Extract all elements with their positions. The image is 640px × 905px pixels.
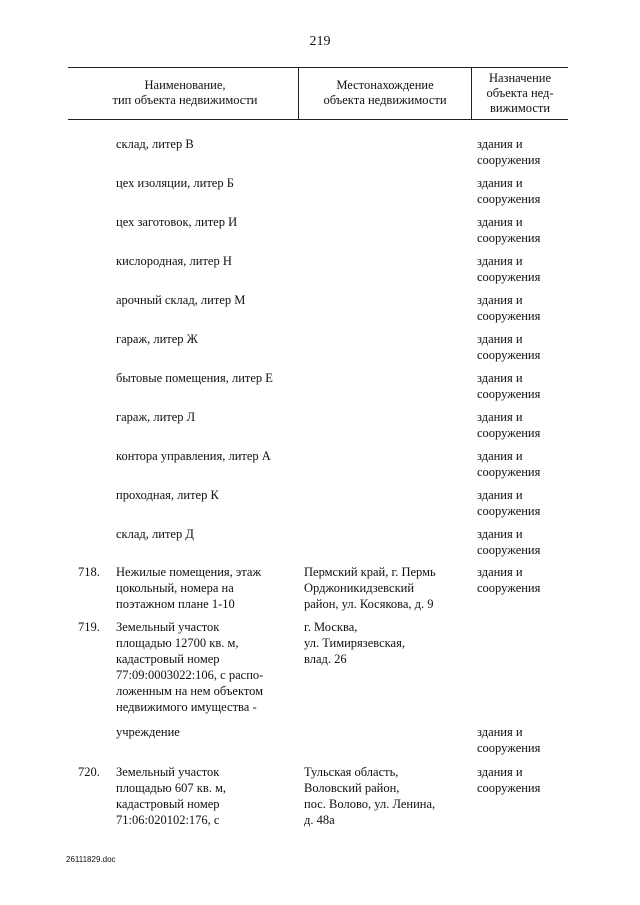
header-purpose: Назначение объекта нед- вижимости bbox=[486, 71, 554, 115]
row-location-line: район, ул. Косякова, д. 9 bbox=[304, 597, 434, 611]
row-name-line: недвижимого имущества - bbox=[116, 700, 257, 714]
row-name-line: поэтажном плане 1-10 bbox=[116, 597, 235, 611]
row-purpose-line: сооружения bbox=[477, 387, 541, 401]
row-name bbox=[116, 331, 296, 347]
row-purpose-line: сооружения bbox=[477, 504, 541, 518]
row-name-line: площадью 607 кв. м, bbox=[116, 781, 227, 795]
row-purpose-line: здания и bbox=[477, 254, 523, 268]
row-purpose-line: здания и bbox=[477, 488, 523, 502]
row-name bbox=[116, 175, 296, 191]
row-number-line: 720. bbox=[78, 765, 100, 779]
row-name-line: бытовые помещения, литер Е bbox=[116, 371, 273, 385]
row-purpose-line: сооружения bbox=[477, 426, 541, 440]
row-name bbox=[116, 764, 296, 828]
row-purpose-line: здания и bbox=[477, 725, 523, 739]
row-name-line: 77:09:0003022:106, с распо- bbox=[116, 668, 264, 682]
row-location-line: пос. Волово, ул. Ленина, bbox=[304, 797, 436, 811]
row-name bbox=[116, 487, 296, 503]
row-name-line: учреждение bbox=[116, 725, 180, 739]
row-name-line: арочный склад, литер М bbox=[116, 293, 246, 307]
row-name bbox=[116, 136, 296, 152]
row-purpose-line: сооружения bbox=[477, 741, 541, 755]
row-purpose-line: сооружения bbox=[477, 192, 541, 206]
row-purpose-line: сооружения bbox=[477, 465, 541, 479]
row-name-line: Земельный участок bbox=[116, 620, 220, 634]
row-number-line: 718. bbox=[78, 565, 100, 579]
row-location-line: влад. 26 bbox=[304, 652, 347, 666]
row-name bbox=[116, 370, 296, 386]
row-name-line: цех заготовок, литер И bbox=[116, 215, 238, 229]
header-divider-1 bbox=[298, 68, 299, 119]
row-purpose-line: сооружения bbox=[477, 348, 541, 362]
row-purpose-line: сооружения bbox=[477, 543, 541, 557]
row-location-line: Воловский район, bbox=[304, 781, 400, 795]
row-purpose bbox=[477, 370, 567, 402]
row-purpose bbox=[477, 487, 567, 519]
row-name bbox=[116, 214, 296, 230]
row-purpose bbox=[477, 331, 567, 363]
header-name-type: Наименование, тип объекта недвижимости bbox=[112, 78, 258, 107]
row-purpose-line: сооружения bbox=[477, 153, 541, 167]
row-purpose-line: здания и bbox=[477, 293, 523, 307]
row-purpose-line: сооружения bbox=[477, 231, 541, 245]
row-location bbox=[304, 619, 469, 667]
table-top-border bbox=[68, 67, 568, 68]
row-location-line: Орджоникидзевский bbox=[304, 581, 415, 595]
row-purpose bbox=[477, 724, 567, 756]
row-name-line: контора управления, литер А bbox=[116, 449, 271, 463]
row-purpose bbox=[477, 292, 567, 324]
row-name bbox=[116, 526, 296, 542]
row-purpose bbox=[477, 214, 567, 246]
row-purpose-line: здания и bbox=[477, 527, 523, 541]
row-name-line: проходная, литер К bbox=[116, 488, 219, 502]
row-location bbox=[304, 764, 469, 828]
row-purpose-line: сооружения bbox=[477, 270, 541, 284]
row-name bbox=[116, 619, 296, 715]
row-purpose-line: сооружения bbox=[477, 581, 541, 595]
row-name-line: кадастровый номер bbox=[116, 652, 220, 666]
row-purpose-line: здания и bbox=[477, 176, 523, 190]
row-purpose-line: сооружения bbox=[477, 309, 541, 323]
row-purpose bbox=[477, 526, 567, 558]
row-location bbox=[304, 564, 469, 612]
row-purpose-line: сооружения bbox=[477, 781, 541, 795]
row-purpose bbox=[477, 564, 567, 596]
row-name-line: гараж, литер Л bbox=[116, 410, 196, 424]
row-name bbox=[116, 724, 296, 740]
row-name-line: Нежилые помещения, этаж bbox=[116, 565, 262, 579]
row-name-line: ложенным на нем объектом bbox=[116, 684, 264, 698]
row-number-line: 719. bbox=[78, 620, 100, 634]
row-name-line: цех изоляции, литер Б bbox=[116, 176, 234, 190]
row-purpose-line: здания и bbox=[477, 765, 523, 779]
row-number bbox=[78, 564, 108, 580]
row-name bbox=[116, 448, 296, 464]
header-divider-2 bbox=[471, 68, 472, 119]
row-name-line: Земельный участок bbox=[116, 765, 220, 779]
row-name-line: склад, литер В bbox=[116, 137, 194, 151]
row-name-line: цокольный, номера на bbox=[116, 581, 234, 595]
row-location-line: Тульская область, bbox=[304, 765, 399, 779]
row-purpose-line: здания и bbox=[477, 565, 523, 579]
row-purpose-line: здания и bbox=[477, 410, 523, 424]
header-location: Местонахождение объекта недвижимости bbox=[323, 78, 447, 107]
row-purpose bbox=[477, 136, 567, 168]
row-name bbox=[116, 253, 296, 269]
row-purpose bbox=[477, 764, 567, 796]
row-purpose-line: здания и bbox=[477, 215, 523, 229]
row-purpose-line: здания и bbox=[477, 371, 523, 385]
row-name-line: площадью 12700 кв. м, bbox=[116, 636, 239, 650]
row-location-line: г. Москва, bbox=[304, 620, 358, 634]
row-name-line: кадастровый номер bbox=[116, 797, 220, 811]
row-name bbox=[116, 409, 296, 425]
page-number: 219 bbox=[309, 34, 331, 49]
row-location-line: ул. Тимирязевская, bbox=[304, 636, 405, 650]
row-name-line: 71:06:020102:176, с bbox=[116, 813, 220, 827]
row-purpose bbox=[477, 175, 567, 207]
row-purpose bbox=[477, 448, 567, 480]
row-purpose bbox=[477, 409, 567, 441]
row-number bbox=[78, 764, 108, 780]
row-purpose-line: здания и bbox=[477, 332, 523, 346]
row-purpose-line: здания и bbox=[477, 137, 523, 151]
row-name-line: гараж, литер Ж bbox=[116, 332, 198, 346]
row-number bbox=[78, 619, 108, 635]
document-filename: 26111829.doc bbox=[66, 855, 116, 864]
header-bottom-border bbox=[68, 119, 568, 120]
row-name bbox=[116, 564, 296, 612]
row-name bbox=[116, 292, 296, 308]
row-purpose bbox=[477, 253, 567, 285]
row-name-line: кислородная, литер Н bbox=[116, 254, 232, 268]
row-name-line: склад, литер Д bbox=[116, 527, 194, 541]
row-location-line: Пермский край, г. Пермь bbox=[304, 565, 436, 579]
row-purpose-line: здания и bbox=[477, 449, 523, 463]
row-location-line: д. 48а bbox=[304, 813, 335, 827]
